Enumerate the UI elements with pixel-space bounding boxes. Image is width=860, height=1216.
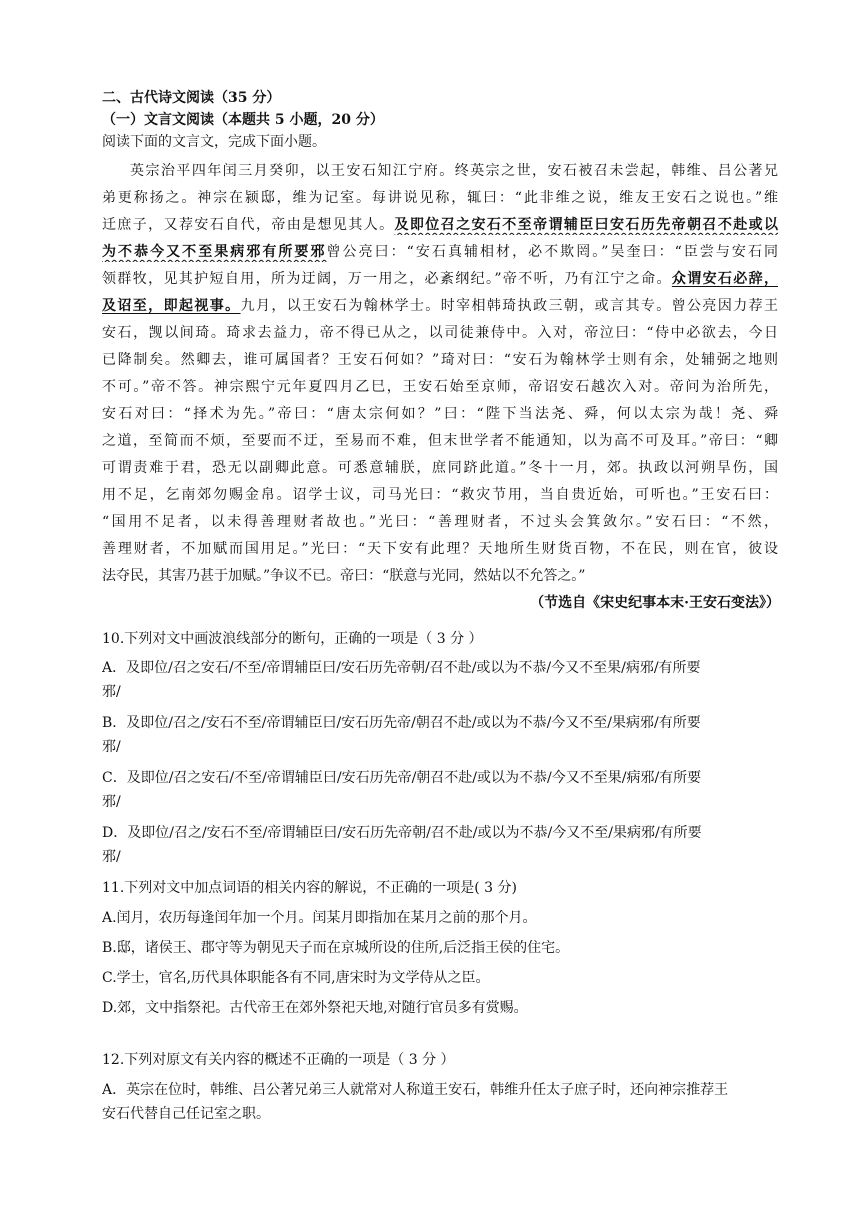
passage-line: “国用不足者，以未得善理财者故也。”光曰：“善理财者，不过头会箕敛尔。”安石曰：“不然， [102, 514, 778, 530]
passage-line [102, 296, 778, 316]
question-10-option-d-cont: 邪/ [102, 849, 121, 865]
question-10-option-b-cont: 邪/ [102, 739, 121, 755]
passage-line: 之道，至简而不烦，至要而不迂，至易而不难，但末世学者不能通知，以为高不可及耳。”帝曰：“卿 [102, 433, 778, 449]
passage-line: 英宗治平四年闰三月癸卯，以王安石知江宁府。终英宗之世，安石被召未尝起，韩维、吕公著兄 [130, 163, 778, 179]
passage-line [102, 269, 778, 289]
passage-line: 安石对曰：“择术为先。”帝曰：“唐太宗何如？”曰：“陛下当法尧、舜，何以太宗为哉！尧、舜 [102, 406, 778, 422]
passage-line: 不可。”帝不答。神宗熙宁元年夏四月乙巳，王安石始至京师，帝诏安石越次入对。帝问为治所先， [102, 379, 778, 395]
passage-line: 善理财者，不加赋而国用足。”光曰：“天下安有此理？天地所生财货百物，不在民，则在官，彼设 [102, 541, 778, 557]
passage-line [102, 215, 778, 235]
passage-line [102, 242, 778, 262]
section-heading: 二、古代诗文阅读（35 分） [102, 90, 281, 106]
question-10-option-a-cont: 邪/ [102, 684, 121, 700]
passage-line: 弟更称扬之。神宗在颍邸，维为记室。每讲说见称，辄曰：“此非维之说，维友王安石之说也。”维 [102, 190, 778, 206]
passage-text: 九月，以王安石为翰林学士。时宰相韩琦执政三朝，或言其专。曾公亮因力荐王 [240, 298, 778, 314]
question-10-stem: 10.下列对文中画波浪线部分的断句，正确的一项是（ 3 分 ） [102, 631, 483, 647]
question-11-option-a: A.闰月，农历每逢闰年加一个月。闰某月即指加在某月之前的那个月。 [102, 910, 537, 926]
question-10-option-a: A．及即位/召之安石/不至/帝谓辅臣曰/安石历先帝朝/召不赴/或以为不恭/今又不至果/病邪/有所要 [102, 660, 701, 676]
passage-text: 领群牧，见其护短自用，所为迂阔，万一用之，必紊纲纪。”帝不听，乃有江宁之命。 [102, 271, 672, 287]
question-10-option-c: C．及即位/召之安石/不至/帝谓辅臣曰/安石历先帝/朝召不赴/或以为不恭/今又不至果/病邪/有所要 [102, 770, 702, 786]
question-10-option-d: D．及即位/召之/安石不至/帝谓辅臣曰/安石历先帝朝/召不赴/或以为不恭/今又不至/果病邪/有所要 [102, 825, 702, 841]
question-11-stem: 11.下列对文中加点词语的相关内容的解说，不正确的一项是( 3 分) [102, 880, 517, 896]
passage-line: 安石，觊以间琦。琦求去益力，帝不得已从之，以司徒兼侍中。入对，帝泣曰：“侍中必欲去，今日 [102, 325, 778, 341]
question-12-option-a-cont: 安石代替自己任记室之职。 [102, 1106, 270, 1122]
question-12-stem: 12.下列对原文有关内容的概述不正确的一项是（ 3 分 ） [102, 1052, 455, 1068]
passage-line: 已降制矣。然卿去，谁可属国者？王安石何如？”琦对曰：“安石为翰林学士则有余，处辅弼之地则 [102, 352, 778, 368]
question-11-option-b: B.邸，诸侯王、郡守等为朝见天子而在京城所设的住所,后泛指王侯的住宅。 [102, 940, 570, 956]
question-11-option-d: D.郊，文中指祭祀。古代帝王在郊外祭祀天地,对随行官员多有赏赐。 [102, 1000, 528, 1016]
subsection-heading: （一）文言文阅读（本题共 5 小题，20 分） [102, 112, 384, 128]
source-citation: （节选自《宋史纪事本末·王安石变法》） [530, 595, 780, 611]
question-12-option-a: A．英宗在位时，韩维、吕公著兄弟三人就常对人称道王安石，韩维升任太子庶子时，还向神宗推荐王 [102, 1082, 729, 1098]
question-10-option-b: B．及即位/召之/安石不至/帝谓辅臣曰/安石历先帝/朝召不赴/或以为不恭/今又不至/果病邪/有所要 [102, 715, 701, 731]
instruction-text: 阅读下面的文言文，完成下面小题。 [102, 134, 326, 150]
underlined-text: 众谓安石必辞， [671, 271, 778, 287]
question-11-option-c: C.学士，官名,历代具体职能各有不同,唐宋时为文学侍从之臣。 [102, 970, 490, 986]
passage-text: 曾公亮曰：“安石真辅相材，必不欺罔。”吴奎曰：“臣尝与安石同 [326, 244, 778, 260]
passage-line: 可谓责难于君，恐无以副卿此意。可悉意辅朕，庶同跻此道。”冬十一月，郊。执政以河朔旱伤，国 [102, 460, 778, 476]
question-10-option-c-cont: 邪/ [102, 794, 121, 810]
passage-line: 法夺民，其害乃甚于加赋。”争议不已。帝曰：“朕意与光同，然姑以不允答之。” [102, 568, 586, 584]
underlined-text: 及诏至，即起视事。 [102, 298, 241, 314]
passage-line: 用不足，乞南郊勿赐金帛。诏学士议，司马光曰：“救灾节用，当自贵近始，可听也。”王安石曰： [102, 487, 778, 503]
wavy-underlined-text: 及即位召之安石不至帝谓辅臣曰安石历先帝朝召不赴或以 [394, 217, 778, 233]
wavy-underlined-text: 为不恭今又不至果病邪有所要邪 [102, 244, 327, 260]
passage-text: 迁庶子，又荐安石自代，帝由是想见其人。 [102, 217, 395, 233]
